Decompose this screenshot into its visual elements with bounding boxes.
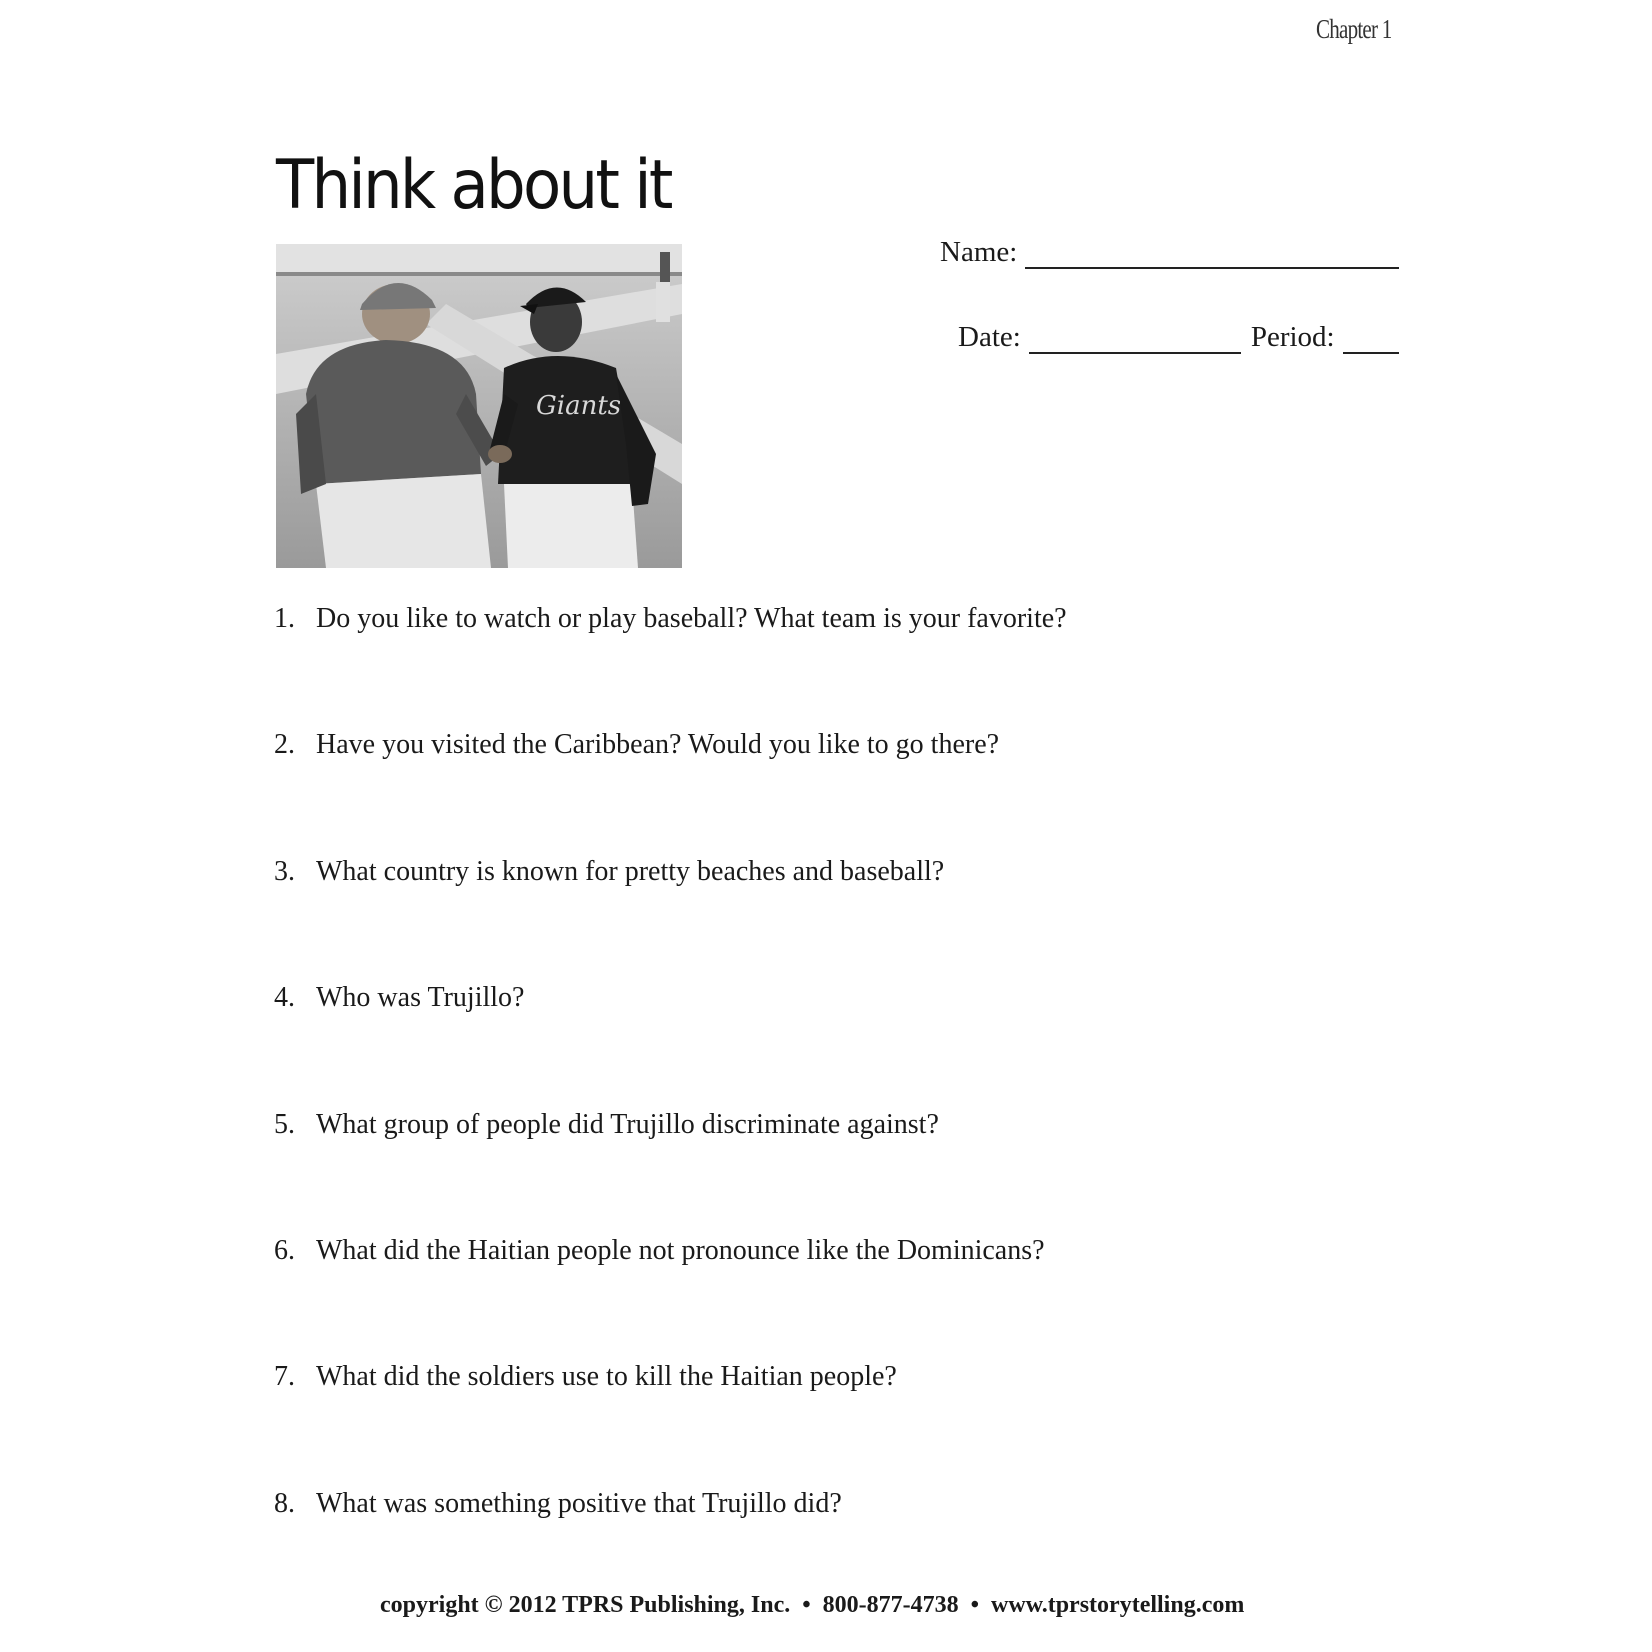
- question-item: [274, 1235, 1067, 1361]
- question-text: What was something positive that Trujillo did?: [316, 1487, 842, 1519]
- question-number: 8.: [274, 1487, 295, 1519]
- bullet-separator: •: [802, 1592, 811, 1618]
- date-period-field: [958, 321, 1399, 354]
- question-text: What did the soldiers use to kill the Haitian people?: [316, 1361, 897, 1393]
- question-item: [274, 1361, 1067, 1487]
- question-number: 7.: [274, 1361, 295, 1393]
- question-number: 3.: [274, 855, 295, 887]
- question-number: 1.: [274, 603, 295, 634]
- date-blank[interactable]: [1029, 326, 1241, 354]
- question-text: Who was Trujillo?: [316, 982, 525, 1014]
- question-text: Do you like to watch or play baseball? What team is your favorite?: [316, 603, 1067, 634]
- question-text: What group of people did Trujillo discriminate against?: [316, 1108, 939, 1140]
- question-item: [274, 729, 1067, 855]
- question-number: 5.: [274, 1108, 295, 1140]
- period-blank[interactable]: [1343, 326, 1399, 354]
- bullet-separator: •: [970, 1592, 980, 1618]
- period-label: Period:: [1250, 321, 1335, 353]
- question-list: [274, 603, 1067, 1614]
- baseball-photo: [276, 244, 682, 568]
- phone-number: 800-877-4738: [822, 1592, 959, 1618]
- question-number: 2.: [274, 729, 295, 761]
- question-text: What country is known for pretty beaches and baseball?: [316, 855, 945, 887]
- footer: [380, 1592, 1244, 1619]
- question-text: Have you visited the Caribbean? Would you like to go there?: [316, 729, 1000, 761]
- question-item: [274, 603, 1067, 729]
- page-title: Think about it: [276, 146, 671, 225]
- jersey-text: Giants: [536, 391, 622, 421]
- question-text: What did the Haitian people not pronounce like the Dominicans?: [316, 1234, 1045, 1266]
- question-item: [274, 982, 1067, 1108]
- name-blank[interactable]: [1025, 241, 1399, 269]
- question-number: 6.: [274, 1234, 295, 1266]
- question-number: 4.: [274, 982, 295, 1014]
- question-item: [274, 1109, 1067, 1235]
- copyright-text: copyright © 2012 TPRS Publishing, Inc.: [380, 1592, 791, 1618]
- name-label: Name:: [940, 236, 1018, 268]
- website-link[interactable]: www.tprstorytelling.com: [991, 1592, 1245, 1618]
- question-item: [274, 856, 1067, 982]
- date-label: Date:: [958, 321, 1021, 353]
- chapter-label: Chapter 1: [1316, 14, 1392, 44]
- name-field: [940, 236, 1399, 269]
